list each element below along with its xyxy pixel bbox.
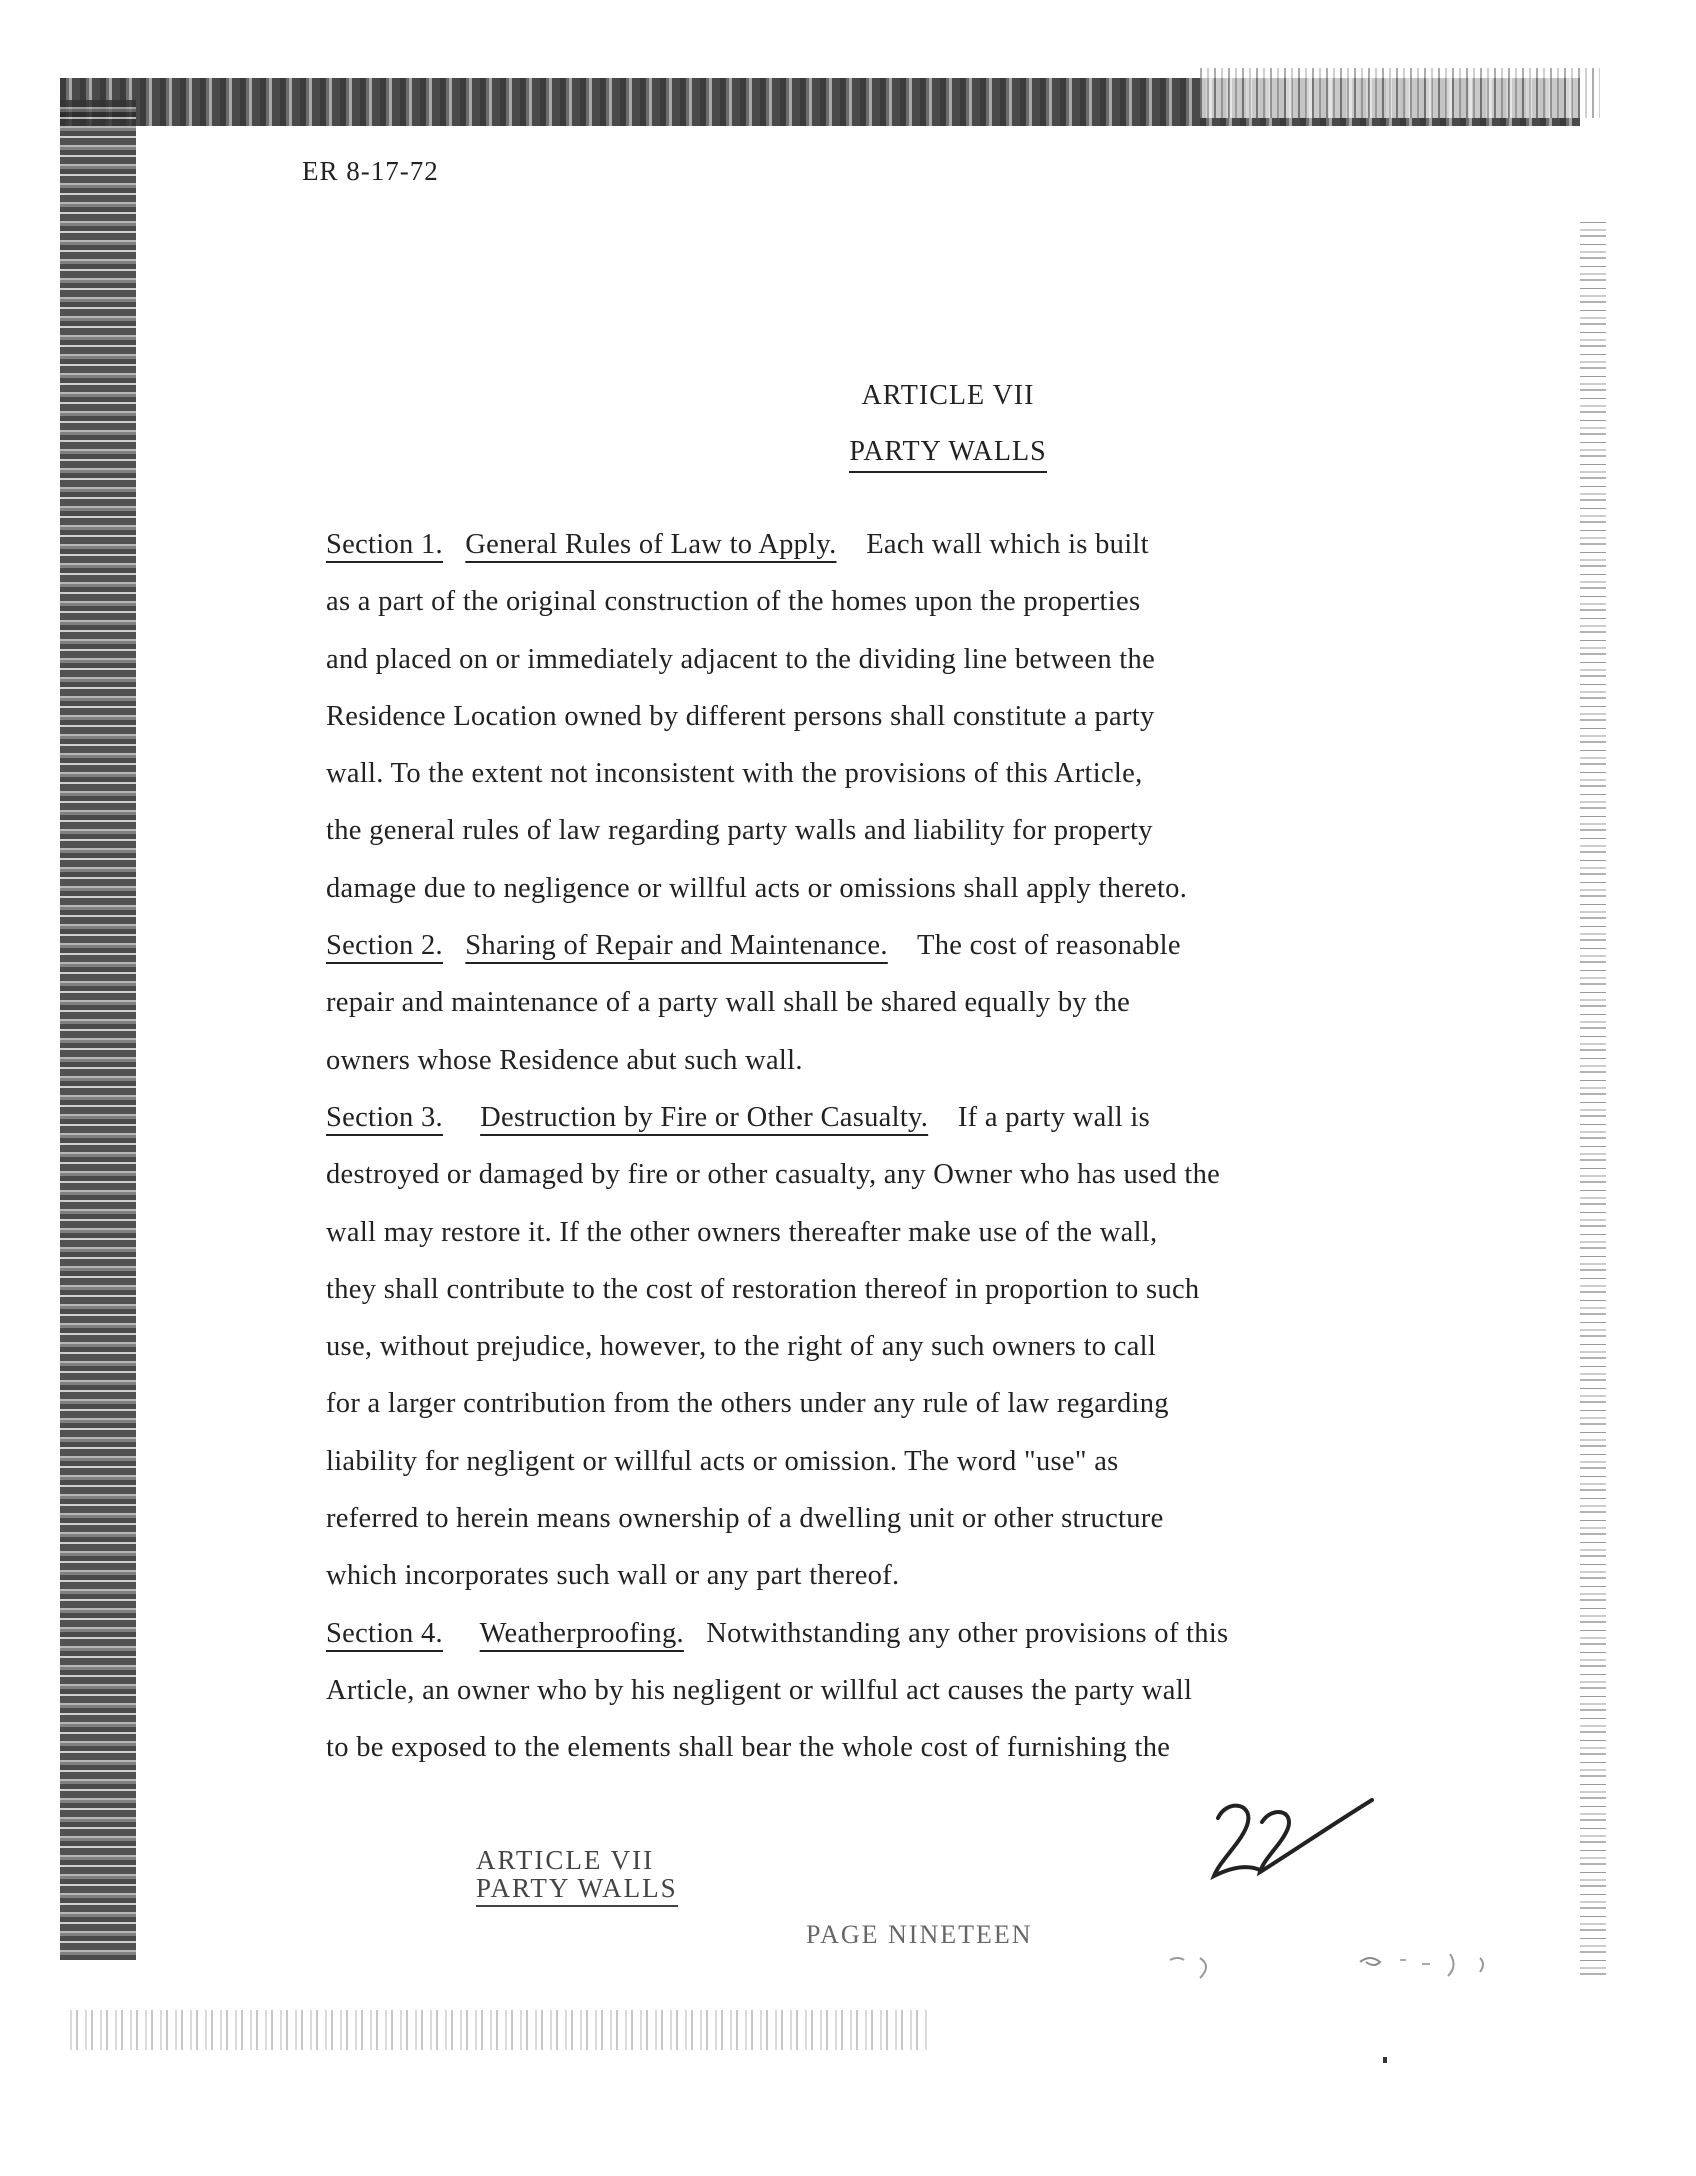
text-line: [326, 802, 1456, 859]
text-line: [326, 516, 1456, 573]
text-line: [326, 1547, 1456, 1604]
page-number-label: PAGE NINETEEN: [806, 1920, 1033, 1949]
footer-article-number: ARTICLE VII: [476, 1845, 655, 1875]
section-label: Section 4.: [326, 1617, 443, 1649]
line-text: referred to herein means ownership of a dwelling unit or other structure: [326, 1503, 1164, 1535]
text-line: [326, 1089, 1456, 1146]
line-text: Each wall which is built: [866, 529, 1149, 560]
faint-stamp-marks: [1160, 1940, 1520, 1990]
text-line: [326, 1318, 1456, 1375]
text-line: [326, 631, 1456, 688]
line-text: which incorporates such wall or any part thereof.: [326, 1560, 900, 1592]
line-text: to be exposed to the elements shall bear the whole cost of furnishing the: [326, 1732, 1171, 1764]
text-line: [326, 1662, 1456, 1719]
text-line: [326, 974, 1456, 1031]
text-line: [326, 1433, 1456, 1490]
text-line: [326, 573, 1456, 630]
text-line: [326, 1605, 1456, 1662]
line-text: wall may restore it. If the other owners thereafter make use of the wall,: [326, 1216, 1158, 1248]
line-text: liability for negligent or willful acts or omission. The word "use" as: [326, 1445, 1119, 1477]
text-line: [326, 1719, 1456, 1776]
scan-edge-bottom: [70, 2010, 930, 2050]
article-title-text: PARTY WALLS: [849, 436, 1046, 473]
line-text: the general rules of law regarding party walls and liability for property: [326, 815, 1153, 847]
section-heading: Sharing of Repair and Maintenance.: [465, 930, 888, 962]
text-line: [326, 688, 1456, 745]
line-text: Residence Location owned by different persons shall constitute a party: [326, 700, 1155, 732]
section-label: Section 3.: [326, 1101, 443, 1133]
document-header-code: ER 8-17-72: [302, 156, 439, 186]
line-text: Article, an owner who by his negligent or willful act causes the party wall: [326, 1674, 1193, 1706]
text-line: [326, 1375, 1456, 1432]
scan-edge-right: [1580, 215, 1606, 1975]
footer-article-caption: [476, 1846, 678, 1907]
line-text: repair and maintenance of a party wall shall be shared equally by the: [326, 987, 1131, 1019]
text-line: [326, 1032, 1456, 1089]
article-number-text: ARTICLE VII: [861, 380, 1035, 411]
text-line: [326, 1146, 1456, 1203]
line-text: wall. To the extent not inconsistent with the provisions of this Article,: [326, 758, 1143, 790]
section-heading: Destruction by Fire or Other Casualty.: [480, 1101, 929, 1133]
section-label: Section 1.: [326, 529, 443, 560]
article-title-heading: [0, 436, 1696, 468]
scan-edge-left: [60, 100, 136, 1960]
section-heading: General Rules of Law to Apply.: [465, 529, 837, 560]
text-line: [326, 1490, 1456, 1547]
line-text: for a larger contribution from the others under any rule of law regarding: [326, 1388, 1169, 1420]
line-text: use, without prejudice, however, to the right of any such owners to call: [326, 1331, 1157, 1363]
text-line: [326, 1204, 1456, 1261]
scan-edge-top-faded: [1200, 68, 1600, 118]
scan-speck: [1383, 2057, 1387, 2063]
line-text: damage due to negligence or willful acts or omissions shall apply thereto.: [326, 872, 1188, 904]
document-body: [326, 516, 1456, 1777]
text-line: [326, 1261, 1456, 1318]
line-text: Notwithstanding any other provisions of this: [706, 1617, 1229, 1649]
line-text: If a party wall is: [957, 1101, 1151, 1133]
section-heading: Weatherproofing.: [479, 1617, 684, 1649]
line-text: The cost of reasonable: [917, 930, 1181, 962]
text-line: [326, 860, 1456, 917]
line-text: owners whose Residence abut such wall.: [326, 1044, 803, 1076]
line-text: destroyed or damaged by fire or other casualty, any Owner who has used the: [326, 1159, 1221, 1191]
section-label: Section 2.: [326, 930, 443, 962]
handwritten-page-number: [1190, 1780, 1390, 1890]
line-text: they shall contribute to the cost of restoration thereof in proportion to such: [326, 1273, 1200, 1305]
line-text: and placed on or immediately adjacent to the dividing line between the: [326, 643, 1156, 675]
text-line: [326, 917, 1456, 974]
footer-article-title: PARTY WALLS: [476, 1874, 678, 1907]
article-number-heading: [0, 380, 1696, 412]
text-line: [326, 745, 1456, 802]
line-text: as a part of the original construction of the homes upon the properties: [326, 586, 1141, 618]
